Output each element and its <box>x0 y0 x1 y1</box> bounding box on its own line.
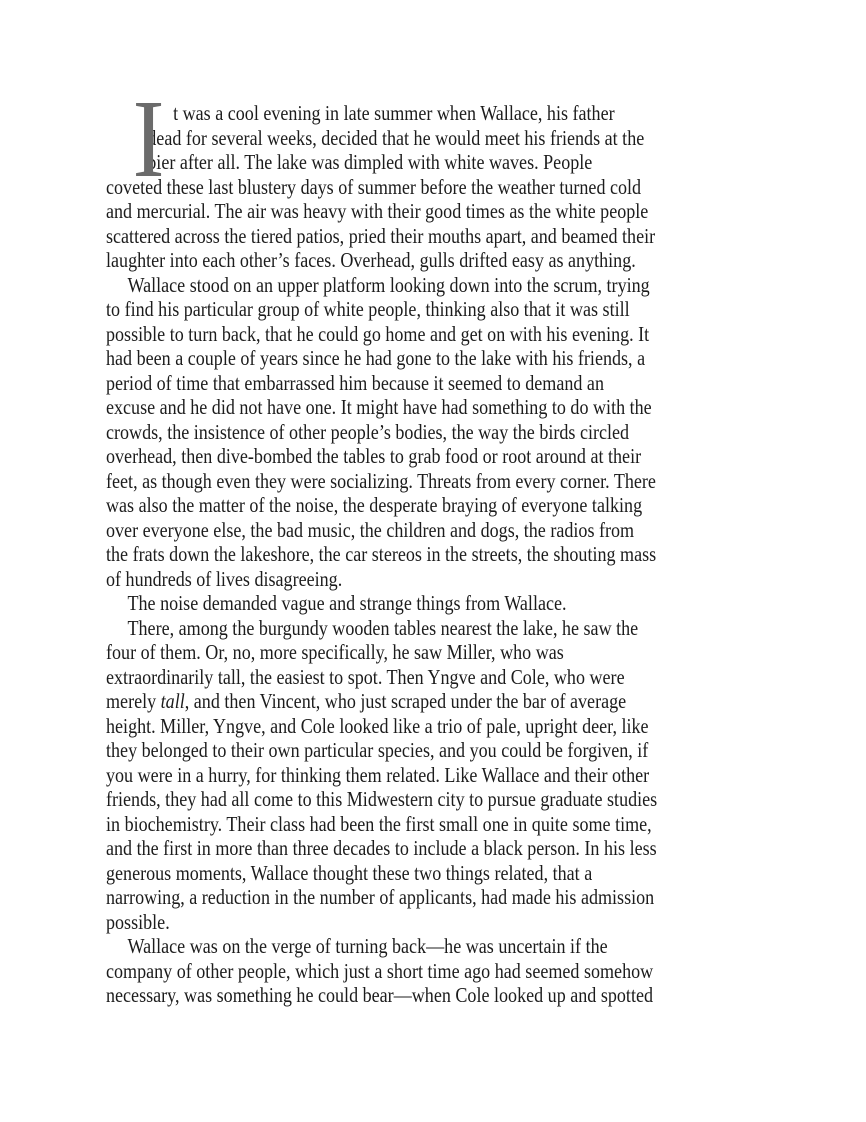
paragraph <box>106 101 756 273</box>
text-line: possible to turn back, that he could go home and get on with his evening. It <box>106 321 650 346</box>
text-line: scattered across the tiered patios, pried their mouths apart, and beamed their <box>106 223 656 248</box>
text-line: The noise demanded vague and strange things from Wallace. <box>127 591 567 615</box>
text-line: period of time that embarrassed him because it seemed to demand an <box>106 370 604 395</box>
text-line: t was a cool evening in late summer when Wallace, his father <box>173 101 615 125</box>
text-line: you were in a hurry, for thinking them related. Like Wallace and their other <box>106 762 650 787</box>
text-line: four of them. Or, no, more specifically, he saw Miller, who was <box>106 640 564 664</box>
text-line: merely tall, and then Vincent, who just scraped under the bar of average <box>106 689 627 713</box>
text-line: narrowing, a reduction in the number of applicants, had made his admission <box>106 885 655 909</box>
text-column <box>106 78 756 1008</box>
text-line: extraordinarily tall, the easiest to spot. Then Yngve and Cole, who were <box>106 664 625 689</box>
text-line: generous moments, Wallace thought these two things related, that a <box>106 860 593 885</box>
paragraph <box>106 591 756 616</box>
text-line: height. Miller, Yngve, and Cole looked like a trio of pale, upright deer, like <box>106 713 649 738</box>
paragraph <box>106 273 756 592</box>
text-line: they belonged to their own particular species, and you could be forgiven, if <box>106 738 649 762</box>
text-line: laughter into each other’s faces. Overhead, gulls drifted easy as anything. <box>106 248 636 272</box>
text-line: necessary, was something he could bear—when Cole looked up and spotted <box>106 983 654 1007</box>
text-line: Wallace stood on an upper platform looking down into the scrum, trying <box>127 272 650 297</box>
text-line: feet, as though even they were socializing. Threats from every corner. There <box>106 468 656 493</box>
paragraphs-root <box>106 101 756 1008</box>
text-line: possible. <box>106 909 170 934</box>
text-line: of hundreds of lives disagreeing. <box>106 566 343 591</box>
text-line: excuse and he did not have one. It might have had something to do with the <box>106 395 652 419</box>
paragraph <box>106 934 756 1008</box>
text-line: and mercurial. The air was heavy with their good times as the white people <box>106 199 649 223</box>
text-line: There, among the burgundy wooden tables nearest the lake, he saw the <box>127 615 639 640</box>
text-line: over everyone else, the bad music, the children and dogs, the radios from <box>106 517 635 542</box>
text-line: crowds, the insistence of other people’s bodies, the way the birds circled <box>106 419 630 444</box>
text-line: friends, they had all come to this Midwestern city to pursue graduate studies <box>106 787 658 811</box>
text-line: the frats down the lakeshore, the car stereos in the streets, the shouting mass <box>106 542 657 566</box>
text-line: in biochemistry. Their class had been the first small one in quite some time, <box>106 811 652 836</box>
text-line: pier after all. The lake was dimpled with white waves. People <box>147 150 593 174</box>
text-line: to find his particular group of white people, thinking also that it was still <box>106 297 630 321</box>
text-line: company of other people, which just a short time ago had seemed somehow <box>106 958 654 983</box>
text-line: and the first in more than three decades to include a black person. In his less <box>106 836 657 860</box>
drop-cap: I <box>132 78 165 201</box>
text-line: was also the matter of the noise, the desperate braying of everyone talking <box>106 493 643 517</box>
text-line: had been a couple of years since he had gone to the lake with his friends, a <box>106 346 646 370</box>
text-line: dead for several weeks, decided that he would meet his friends at the <box>147 125 645 150</box>
paragraph <box>106 616 756 935</box>
text-line: coveted these last blustery days of summer before the weather turned cold <box>106 174 642 199</box>
text-line: overhead, then dive-bombed the tables to grab food or root around at their <box>106 444 642 468</box>
text-line: Wallace was on the verge of turning back—he was uncertain if the <box>127 934 608 958</box>
